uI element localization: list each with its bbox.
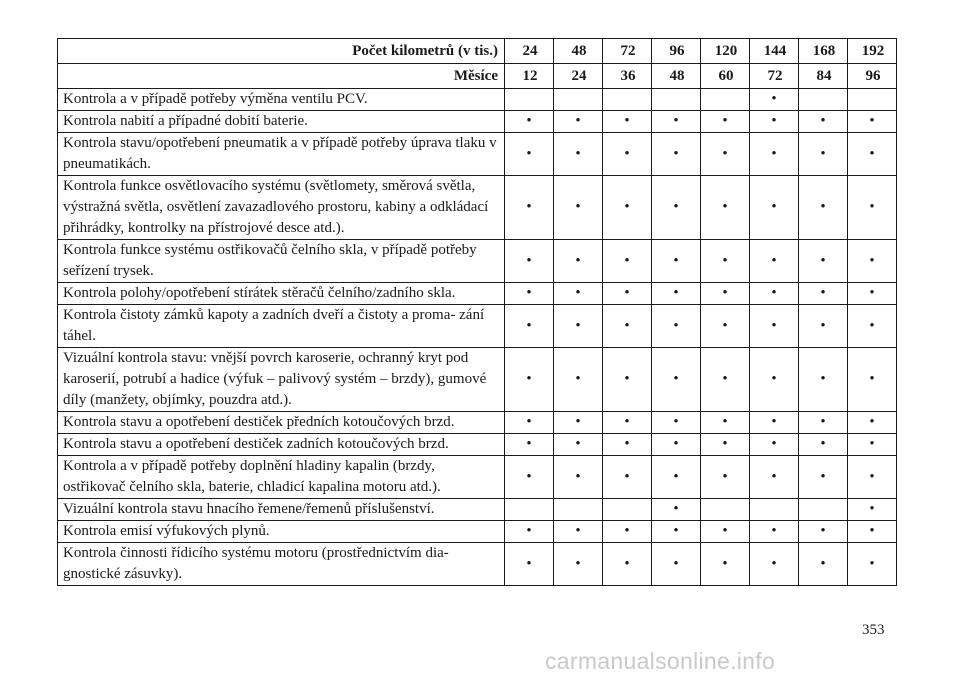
interval-bullet: • [505,434,554,456]
interval-bullet: • [652,456,701,499]
interval-bullet: • [652,305,701,348]
table-row [58,240,897,283]
interval-bullet: • [701,176,750,240]
interval-bullet: • [505,305,554,348]
interval-bullet: • [750,176,799,240]
interval-bullet: • [652,176,701,240]
interval-bullet: • [799,176,848,240]
interval-bullet: • [750,434,799,456]
interval-bullet: • [701,133,750,176]
interval-bullet: • [652,133,701,176]
interval-empty-cell [505,89,554,111]
interval-bullet: • [750,305,799,348]
interval-bullet: • [701,456,750,499]
interval-bullet: • [750,521,799,543]
interval-bullet: • [701,412,750,434]
interval-bullet: • [652,111,701,133]
interval-bullet: • [603,543,652,586]
interval-bullet: • [750,133,799,176]
task-cell: Kontrola a v případě potřeby výměna ventilu PCV. [58,89,505,111]
months-header-cell: 72 [750,64,799,89]
months-header-cell: 48 [652,64,701,89]
interval-bullet: • [603,434,652,456]
task-cell: Kontrola stavu/opotřebení pneumatik a v případě potřeby úprava tlaku v pneumatikách. [58,133,505,176]
interval-bullet: • [652,348,701,412]
interval-bullet: • [505,283,554,305]
interval-bullet: • [799,434,848,456]
interval-bullet: • [701,521,750,543]
interval-bullet: • [750,412,799,434]
months-header-cell: 36 [603,64,652,89]
interval-bullet: • [701,348,750,412]
interval-bullet: • [554,176,603,240]
interval-bullet: • [799,133,848,176]
interval-bullet: • [554,283,603,305]
table-row [58,348,897,412]
months-header-cell: 96 [848,64,897,89]
task-cell: Kontrola činnosti řídicího systému motoru (prostřednictvím dia- gnostické zásuvky). [58,543,505,586]
interval-bullet: • [505,133,554,176]
task-cell: Kontrola stavu a opotřebení destiček předních kotoučových brzd. [58,412,505,434]
interval-bullet: • [750,456,799,499]
interval-bullet: • [701,111,750,133]
table-row [58,89,897,111]
km-header-cell: 192 [848,39,897,64]
interval-bullet: • [799,111,848,133]
interval-bullet: • [554,133,603,176]
interval-bullet: • [505,348,554,412]
watermark: carmanualsonline.info [545,648,776,674]
interval-bullet: • [603,283,652,305]
interval-bullet: • [750,283,799,305]
table-row [58,434,897,456]
interval-bullet: • [701,305,750,348]
interval-bullet: • [799,283,848,305]
interval-empty-cell [799,89,848,111]
km-header-cell: 144 [750,39,799,64]
interval-bullet: • [848,240,897,283]
interval-bullet: • [701,240,750,283]
interval-bullet: • [750,543,799,586]
interval-bullet: • [554,543,603,586]
interval-bullet: • [652,240,701,283]
interval-bullet: • [505,456,554,499]
interval-bullet: • [603,176,652,240]
interval-bullet: • [848,521,897,543]
table-row [58,176,897,240]
task-cell: Kontrola funkce osvětlovacího systému (světlomety, směrová světla, výstražná světla, osvětlení zavazadlového prostoru, kabiny a odkládací přihrádky, kontrolky na přístrojové desce atd.). [58,176,505,240]
task-cell: Kontrola nabití a případné dobití baterie. [58,111,505,133]
interval-empty-cell [603,499,652,521]
interval-empty-cell [799,499,848,521]
interval-empty-cell [554,89,603,111]
interval-empty-cell [701,499,750,521]
interval-bullet: • [603,111,652,133]
interval-bullet: • [554,456,603,499]
interval-bullet: • [848,412,897,434]
table-row [58,283,897,305]
interval-bullet: • [701,434,750,456]
interval-bullet: • [505,521,554,543]
task-cell: Kontrola funkce systému ostřikovačů čelního skla, v případě potřeby seřízení trysek. [58,240,505,283]
interval-bullet: • [799,412,848,434]
km-header-cell: 24 [505,39,554,64]
months-header-cell: 12 [505,64,554,89]
interval-bullet: • [554,305,603,348]
interval-bullet: • [603,305,652,348]
interval-bullet: • [750,111,799,133]
months-header-row [58,64,897,89]
task-cell: Kontrola polohy/opotřebení stírátek stěračů čelního/zadního skla. [58,283,505,305]
interval-bullet: • [848,499,897,521]
table-row [58,111,897,133]
km-header-label: Počet kilometrů (v tis.) [58,39,505,64]
interval-bullet: • [848,176,897,240]
table-header [58,39,897,89]
table-body [58,89,897,586]
interval-bullet: • [652,434,701,456]
task-cell: Kontrola emisí výfukových plynů. [58,521,505,543]
interval-bullet: • [750,89,799,111]
page-number: 353 [862,622,885,638]
interval-empty-cell [603,89,652,111]
km-header-cell: 168 [799,39,848,64]
interval-bullet: • [603,348,652,412]
interval-bullet: • [505,240,554,283]
km-header-row [58,39,897,64]
table-row [58,543,897,586]
table-row [58,412,897,434]
interval-bullet: • [799,543,848,586]
task-cell: Kontrola čistoty zámků kapoty a zadních dveří a čistoty a proma- zání táhel. [58,305,505,348]
months-header-cell: 84 [799,64,848,89]
km-header-cell: 72 [603,39,652,64]
interval-empty-cell [652,89,701,111]
interval-empty-cell [701,89,750,111]
months-header-cell: 24 [554,64,603,89]
interval-bullet: • [554,434,603,456]
interval-bullet: • [554,521,603,543]
interval-bullet: • [701,283,750,305]
interval-bullet: • [603,412,652,434]
interval-empty-cell [750,499,799,521]
task-cell: Kontrola stavu a opotřebení destiček zadních kotoučových brzd. [58,434,505,456]
interval-bullet: • [652,499,701,521]
interval-bullet: • [848,348,897,412]
interval-bullet: • [652,283,701,305]
interval-bullet: • [505,412,554,434]
interval-bullet: • [848,434,897,456]
maintenance-table [57,38,897,586]
interval-bullet: • [554,240,603,283]
interval-bullet: • [603,456,652,499]
interval-bullet: • [799,348,848,412]
km-header-cell: 120 [701,39,750,64]
km-header-cell: 96 [652,39,701,64]
task-cell: Kontrola a v případě potřeby doplnění hladiny kapalin (brzdy, ostřikovač čelního skla, baterie, chladicí kapalina motoru atd.). [58,456,505,499]
interval-bullet: • [848,305,897,348]
task-cell: Vizuální kontrola stavu hnacího řemene/řemenů příslušenství. [58,499,505,521]
interval-bullet: • [554,111,603,133]
interval-bullet: • [603,521,652,543]
interval-bullet: • [750,240,799,283]
interval-bullet: • [554,412,603,434]
interval-bullet: • [505,543,554,586]
months-header-cell: 60 [701,64,750,89]
interval-bullet: • [603,240,652,283]
interval-bullet: • [701,543,750,586]
interval-bullet: • [505,176,554,240]
interval-bullet: • [848,283,897,305]
interval-empty-cell [505,499,554,521]
interval-empty-cell [554,499,603,521]
table-row [58,456,897,499]
table-row [58,499,897,521]
interval-bullet: • [799,305,848,348]
interval-bullet: • [848,456,897,499]
interval-bullet: • [652,521,701,543]
table-row [58,305,897,348]
interval-bullet: • [799,240,848,283]
table-row [58,133,897,176]
task-cell: Vizuální kontrola stavu: vnější povrch karoserie, ochranný kryt pod karoserií, potrubí a hadice (výfuk – palivový systém – brzdy), gumové díly (manžety, objímky, pouzdra atd.). [58,348,505,412]
interval-bullet: • [799,521,848,543]
interval-bullet: • [799,456,848,499]
interval-bullet: • [652,543,701,586]
km-header-cell: 48 [554,39,603,64]
interval-bullet: • [554,348,603,412]
interval-empty-cell [848,89,897,111]
interval-bullet: • [848,543,897,586]
interval-bullet: • [603,133,652,176]
months-header-label: Měsíce [58,64,505,89]
interval-bullet: • [652,412,701,434]
interval-bullet: • [848,111,897,133]
interval-bullet: • [505,111,554,133]
table-row [58,521,897,543]
interval-bullet: • [750,348,799,412]
interval-bullet: • [848,133,897,176]
